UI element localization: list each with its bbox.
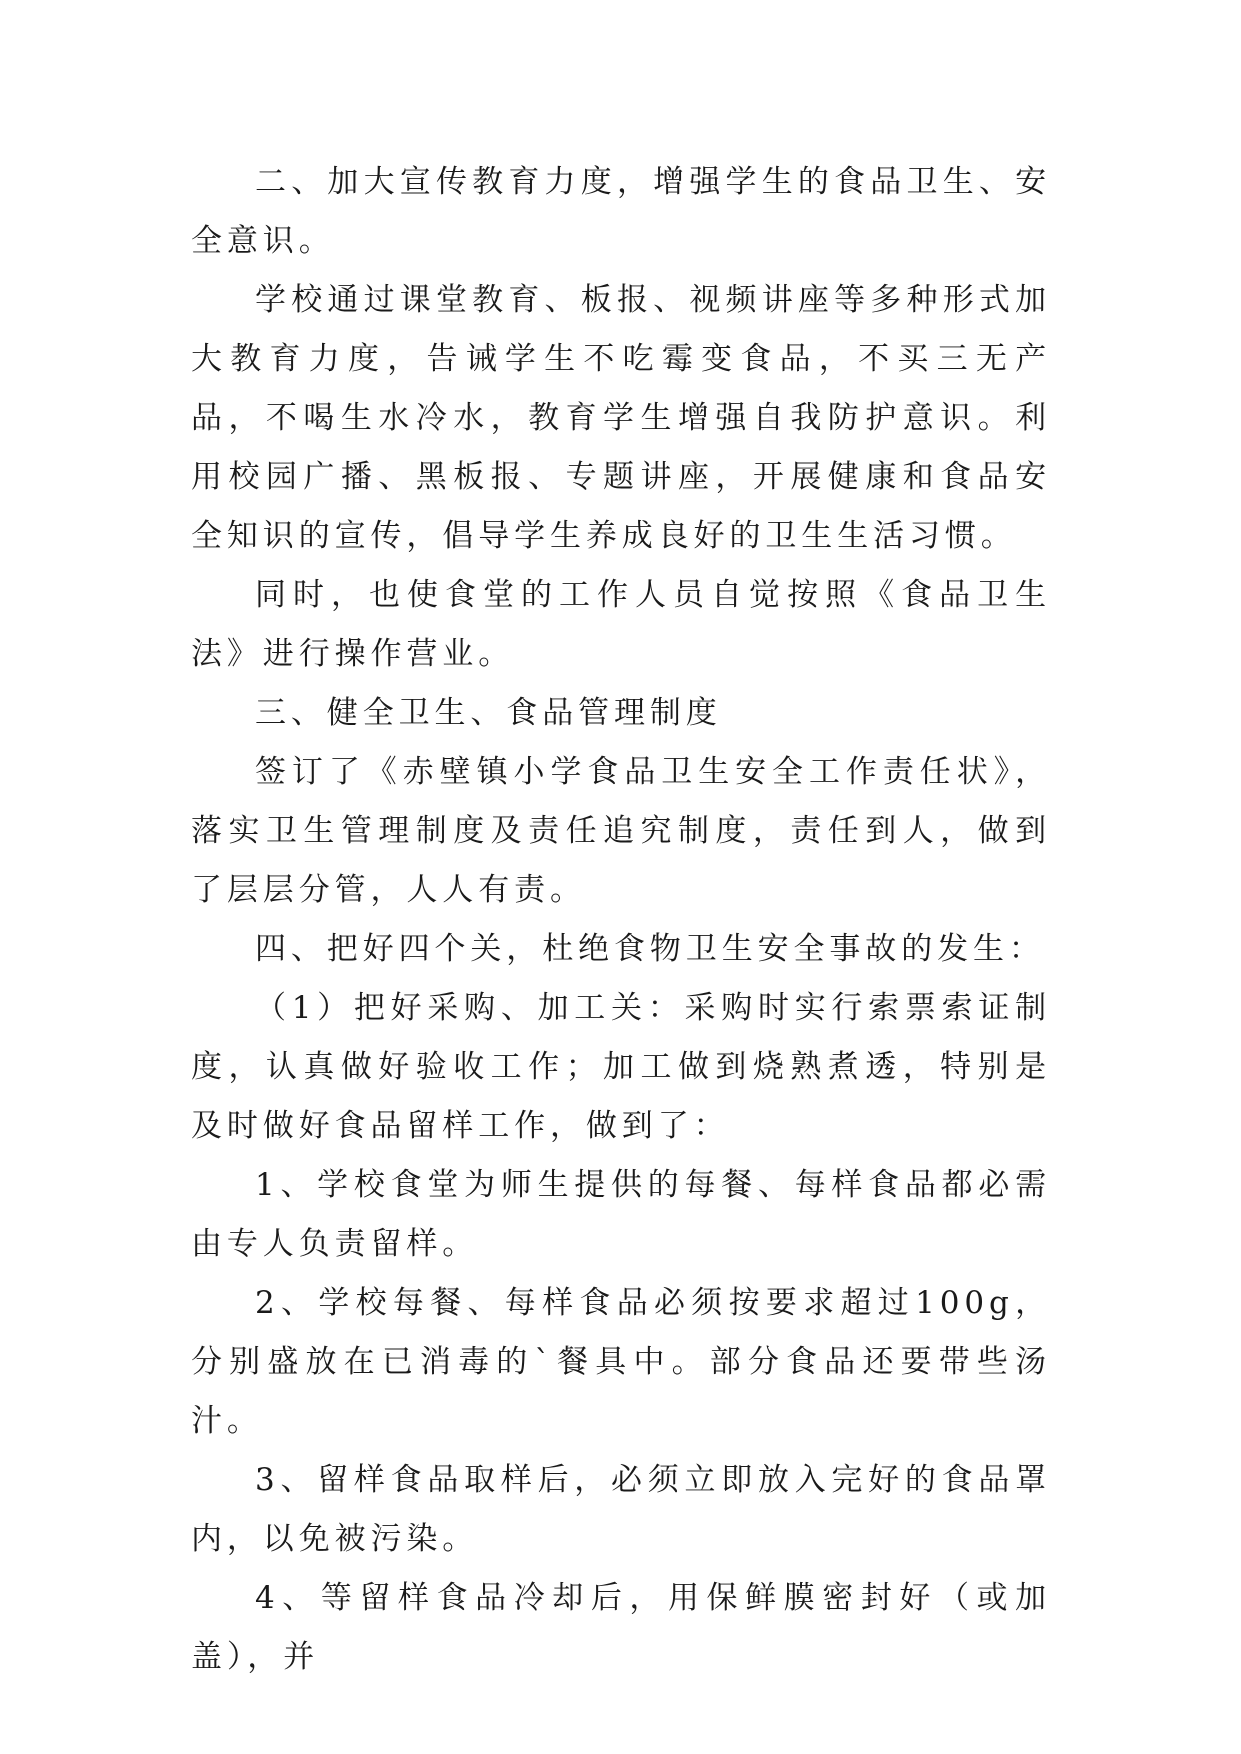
document-body	[191, 153, 1051, 1687]
list-item: 4、等留样食品冷却后，用保鲜膜密封好（或加盖），并	[191, 1580, 1051, 1675]
body-paragraph: 同时，也使食堂的工作人员自觉按照《食品卫生法》进行操作营业。	[191, 577, 1051, 672]
section-heading-2: 二、加大宣传教育力度，增强学生的食品卫生、安全意识。	[191, 164, 1051, 259]
list-item: 3、留样食品取样后，必须立即放入完好的食品罩内，以免被污染。	[191, 1462, 1051, 1557]
body-paragraph: 签订了《赤壁镇小学食品卫生安全工作责任状》，落实卫生管理制度及责任追究制度，责任到人，做到了层层分管，人人有责。	[191, 754, 1051, 908]
body-paragraph: 学校通过课堂教育、板报、视频讲座等多种形式加大教育力度，告诫学生不吃霉变食品，不买三无产品，不喝生水冷水，教育学生增强自我防护意识。利用校园广播、黑板报、专题讲座，开展健康和食品安全知识的宣传，倡导学生养成良好的卫生生活习惯。	[191, 282, 1051, 554]
section-heading-3: 三、健全卫生、食品管理制度	[255, 695, 722, 731]
list-item: 1、学校食堂为师生提供的每餐、每样食品都必需由专人负责留样。	[191, 1167, 1051, 1262]
list-item: 2、学校每餐、每样食品必须按要求超过100g，分别盛放在已消毒的`餐具中。部分食品还要带些汤汁。	[191, 1285, 1051, 1439]
sub-item-1: （1）把好采购、加工关：采购时实行索票索证制度，认真做好验收工作；加工做到烧熟煮透，特别是及时做好食品留样工作，做到了：	[191, 990, 1051, 1144]
section-heading-4: 四、把好四个关，杜绝食物卫生安全事故的发生：	[255, 931, 1045, 967]
